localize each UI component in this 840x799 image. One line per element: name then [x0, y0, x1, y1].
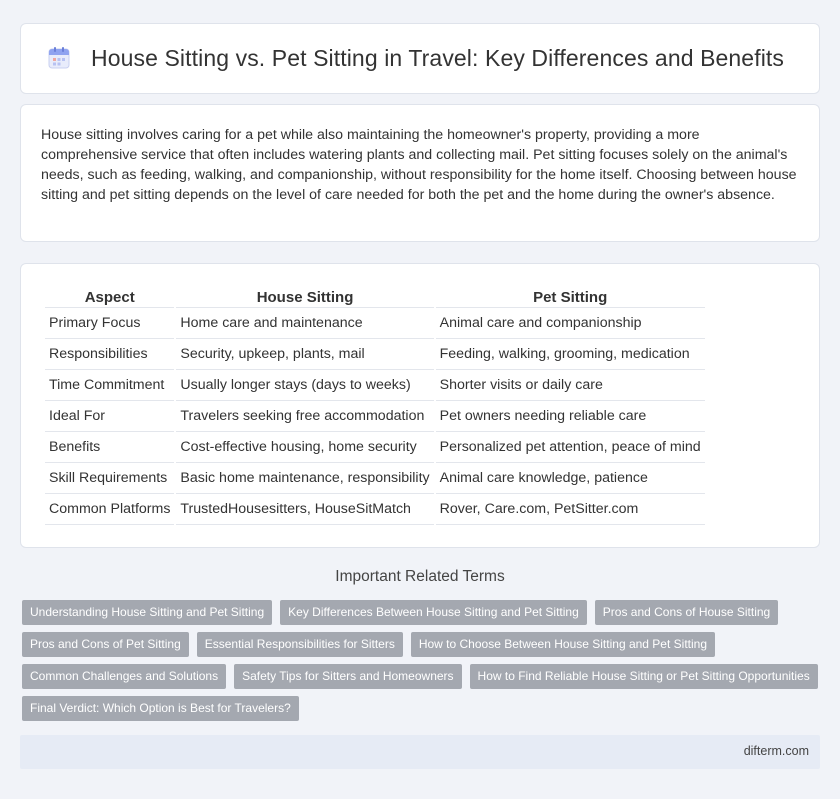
footer [20, 735, 820, 769]
related-term-link[interactable]: Key Differences Between House Sitting and Pet Sitting [280, 600, 587, 625]
header-card [20, 23, 820, 94]
table-row [45, 432, 705, 463]
page-title: House Sitting vs. Pet Sitting in Travel: Key Differences and Benefits [91, 45, 784, 71]
related-term-link[interactable]: Essential Responsibilities for Sitters [197, 632, 403, 657]
table-cell: Personalized pet attention, peace of mind [436, 432, 705, 463]
table-cell: Home care and maintenance [176, 308, 433, 339]
related-term-link[interactable]: Safety Tips for Sitters and Homeowners [234, 664, 461, 689]
comparison-card [20, 263, 820, 548]
table-cell: Shorter visits or daily care [436, 370, 705, 401]
table-cell: Primary Focus [45, 308, 174, 339]
related-term-link[interactable]: Final Verdict: Which Option is Best for Travelers? [22, 696, 299, 721]
table-cell: Responsibilities [45, 339, 174, 370]
table-header-row [45, 285, 705, 308]
related-term-link[interactable]: How to Choose Between House Sitting and Pet Sitting [411, 632, 715, 657]
table-cell: TrustedHousesitters, HouseSitMatch [176, 494, 433, 525]
tag-row [22, 696, 822, 721]
table-row [45, 463, 705, 494]
table-row [45, 401, 705, 432]
related-term-link[interactable]: Understanding House Sitting and Pet Sitting [22, 600, 272, 625]
table-cell: Basic home maintenance, responsibility [176, 463, 433, 494]
table-cell: Animal care and companionship [436, 308, 705, 339]
calendar-icon [46, 45, 72, 71]
tag-row [22, 632, 822, 657]
footer-site[interactable]: difterm.com [743, 744, 809, 758]
header-aspect: Aspect [45, 285, 174, 308]
table-row [45, 339, 705, 370]
table-cell: Common Platforms [45, 494, 174, 525]
related-terms-title: Important Related Terms [335, 568, 505, 585]
table-cell: Usually longer stays (days to weeks) [176, 370, 433, 401]
table-cell: Ideal For [45, 401, 174, 432]
intro-card [20, 104, 820, 242]
related-term-link[interactable]: How to Find Reliable House Sitting or Pet Sitting Opportunities [470, 664, 818, 689]
table-cell: Animal care knowledge, patience [436, 463, 705, 494]
table-cell: Rover, Care.com, PetSitter.com [436, 494, 705, 525]
table-row [45, 308, 705, 339]
related-term-link[interactable]: Pros and Cons of Pet Sitting [22, 632, 189, 657]
table-cell: Feeding, walking, grooming, medication [436, 339, 705, 370]
tag-row [22, 664, 822, 689]
related-terms-list [22, 600, 822, 728]
table-cell: Skill Requirements [45, 463, 174, 494]
table-cell: Time Commitment [45, 370, 174, 401]
related-term-link[interactable]: Common Challenges and Solutions [22, 664, 226, 689]
table-row [45, 494, 705, 525]
header-pet-sitting: Pet Sitting [436, 285, 705, 308]
table-row [45, 370, 705, 401]
related-term-link[interactable]: Pros and Cons of House Sitting [595, 600, 778, 625]
header-house-sitting: House Sitting [176, 285, 433, 308]
table-cell: Benefits [45, 432, 174, 463]
comparison-table [43, 285, 707, 525]
table-cell: Pet owners needing reliable care [436, 401, 705, 432]
table-cell: Travelers seeking free accommodation [176, 401, 433, 432]
table-cell: Cost-effective housing, home security [176, 432, 433, 463]
tag-row [22, 600, 822, 625]
intro-text: House sitting involves caring for a pet while also maintaining the homeowner's property, providing a more comprehensive service that often includes watering plants and collecting mail. Pet sitting focuses solely on the animal's needs, such as feeding, walking, and companionship, without responsibility for the home itself. Choosing between house sitting and pet sitting depends on the level of care needed for both the pet and the home during the owner's absence. [41, 127, 797, 203]
table-cell: Security, upkeep, plants, mail [176, 339, 433, 370]
